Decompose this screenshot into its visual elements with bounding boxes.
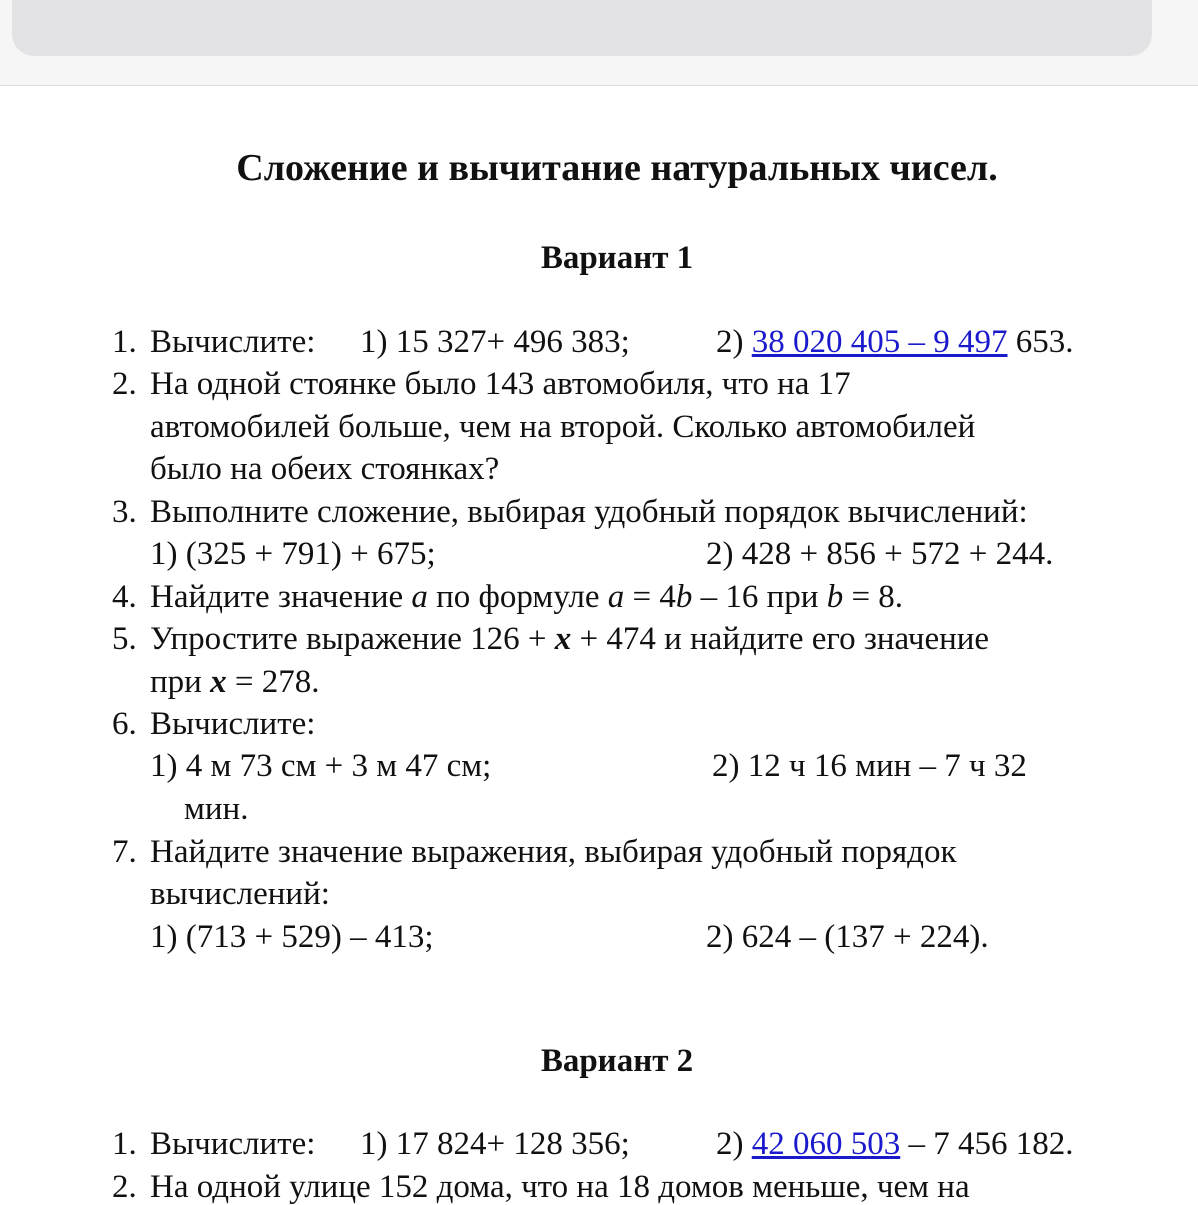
task-number: 1. [112,1126,137,1162]
variant-1-heading: Вариант 1 [540,240,694,276]
task-7-part-2: 2) 624 – (137 + 224). [706,919,989,955]
task-1-part-2-suffix: 653. [1015,324,1074,360]
task-6-part-1: 1) 4 м 73 см + 3 м 47 см; [150,748,492,784]
task-7-line-1: Найдите значение выражения, выбирая удобный порядок [150,834,957,870]
task-6-label: Вычислите: [150,706,316,742]
task-5-line-1: Упростите выражение 126 + x + 474 и найдите его значение [150,621,990,657]
address-bar[interactable] [12,0,1152,56]
task-2-line-3: было на обеих стоянках? [150,451,500,487]
task-2-line-2: автомобилей больше, чем на второй. Сколько автомобилей [150,409,976,445]
task-number: 4. [112,579,137,615]
task-7-line-2: вычислений: [150,876,330,912]
task-3-part-1: 1) (325 + 791) + 675; [150,536,436,572]
task-7-part-1: 1) (713 + 529) – 413; [150,919,434,955]
task-1-part-1: 1) 15 327+ 496 383; [360,324,630,360]
task-1-label: Вычислите: [150,324,316,360]
task-3-part-2: 2) 428 + 856 + 572 + 244. [706,536,1054,572]
task-number: 2. [112,366,137,402]
v2-task-1-part-2 [716,1128,1074,1161]
task-number: 6. [112,706,137,742]
task-number: 1. [112,324,137,360]
task-3-line-1: Выполните сложение, выбирая удобный порядок вычислений: [150,494,1028,530]
task-1-part-2-prefix: 2) [716,324,744,360]
task-number: 5. [112,621,137,657]
phone-link[interactable]: 38 020 405 – 9 497 [751,324,1008,360]
phone-link[interactable]: 42 060 503 [751,1126,901,1162]
v2-task-2-line-1: На одной улице 152 дома, что на 18 домов меньше, чем на [150,1169,970,1205]
task-1-part-2 [716,326,1074,359]
variant-2-heading: Вариант 2 [540,1043,694,1079]
task-5-line-2: при x = 278. [150,664,320,700]
v2-task-1-part-1: 1) 17 824+ 128 356; [360,1126,630,1162]
page-title: Сложение и вычитание натуральных чисел. [236,147,998,189]
task-number: 3. [112,494,137,530]
task-number: 2. [112,1169,137,1205]
v2-task-1-part-2-prefix: 2) [716,1126,744,1162]
browser-toolbar [0,0,1198,86]
task-6-part-2-continued: мин. [184,791,249,827]
task-2-line-1: На одной стоянке было 143 автомобиля, что на 17 [150,366,851,402]
task-6-part-2: 2) 12 ч 16 мин – 7 ч 32 [712,748,1027,784]
task-number: 7. [112,834,137,870]
v2-task-1-part-2-suffix: – 7 456 182. [908,1126,1074,1162]
v2-task-1-label: Вычислите: [150,1126,316,1162]
task-4-line: Найдите значение a по формуле a = 4b – 16 при b = 8. [150,579,904,615]
